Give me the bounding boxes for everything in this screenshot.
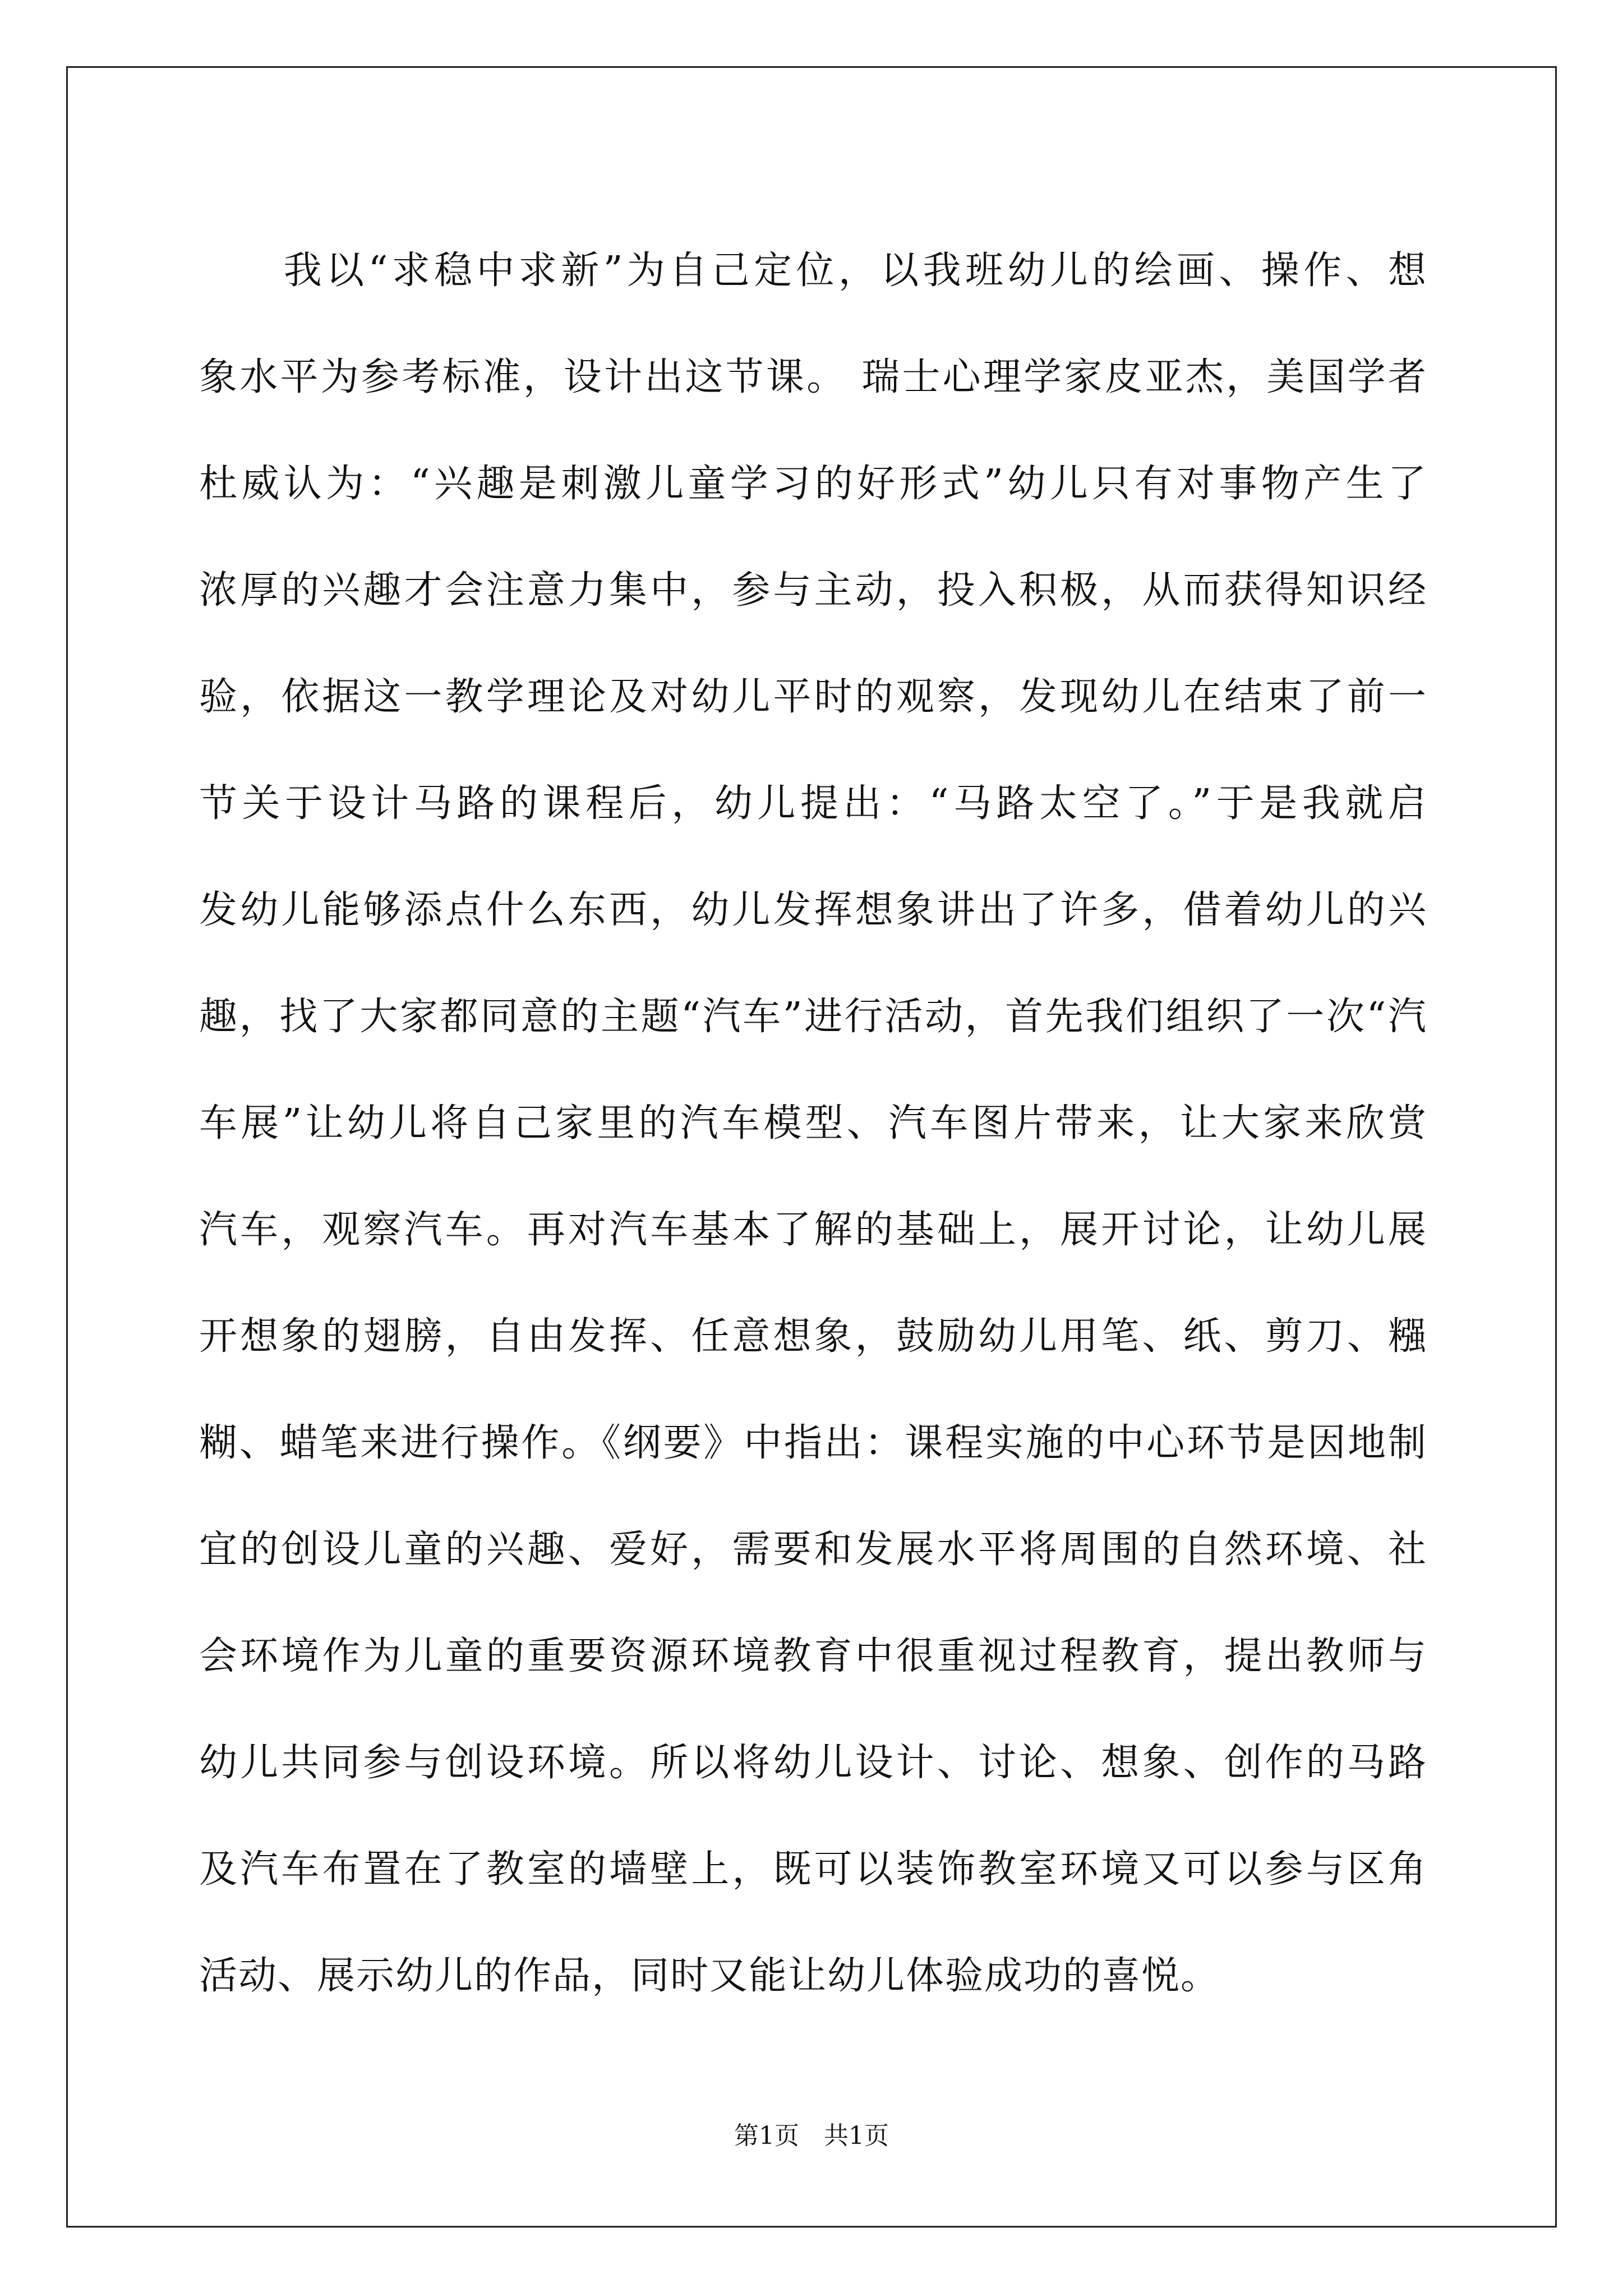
paragraph-line: 及汽车布置在了教室的墙壁上，既可以装饰教室环境又可以参与区角 xyxy=(199,1847,1427,1892)
paragraph-line: 趣，找了大家都同意的主题“汽车”进行活动，首先我们组织了一次“汽 xyxy=(199,995,1427,1039)
paragraph-line: 会环境作为儿童的重要资源环境教育中很重视过程教育，提出教师与 xyxy=(199,1634,1427,1678)
paragraph-line: 汽车，观察汽车。再对汽车基本了解的基础上，展开讨论，让幼儿展 xyxy=(199,1208,1427,1252)
paragraph-line: 验，依据这一教学理论及对幼儿平时的观察，发现幼儿在结束了前一 xyxy=(199,675,1427,719)
paragraph-line: 节关于设计马路的课程后，幼儿提出：“马路太空了。”于是我就启 xyxy=(199,781,1427,826)
paragraph-line: 发幼儿能够添点什么东西，幼儿发挥想象讲出了许多，借着幼儿的兴 xyxy=(199,888,1427,932)
paragraph-line: 糊、蜡笔来进行操作。《纲要》中指出：课程实施的中心环节是因地制 xyxy=(199,1421,1427,1465)
paragraph-line: 浓厚的兴趣才会注意力集中，参与主动，投入积极，从而获得知识经 xyxy=(199,568,1427,613)
paragraph-line: 车展”让幼儿将自己家里的汽车模型、汽车图片带来，让大家来欣赏 xyxy=(199,1101,1427,1145)
paragraph-line: 杜威认为：“兴趣是刺激儿童学习的好形式”幼儿只有对事物产生了 xyxy=(199,462,1427,506)
paragraph-line: 我以“求稳中求新”为自己定位，以我班幼儿的绘画、操作、想 xyxy=(199,249,1427,293)
paragraph-line: 开想象的翅膀，自由发挥、任意想象，鼓励幼儿用笔、纸、剪刀、糨 xyxy=(199,1314,1427,1359)
body-paragraph xyxy=(199,218,1427,2030)
paragraph-line: 宜的创设儿童的兴趣、爱好，需要和发展水平将周围的自然环境、社 xyxy=(199,1527,1427,1572)
paragraph-line: 象水平为参考标准，设计出这节课。 瑞士心理学家皮亚杰，美国学者 xyxy=(199,355,1427,399)
paragraph-line: 活动、展示幼儿的作品，同时又能让幼儿体验成功的喜悦。 xyxy=(199,1954,1220,1998)
paragraph-line: 幼儿共同参与创设环境。所以将幼儿设计、讨论、想象、创作的马路 xyxy=(199,1741,1427,1785)
page-footer: 第1页 共1页 xyxy=(734,2122,889,2150)
